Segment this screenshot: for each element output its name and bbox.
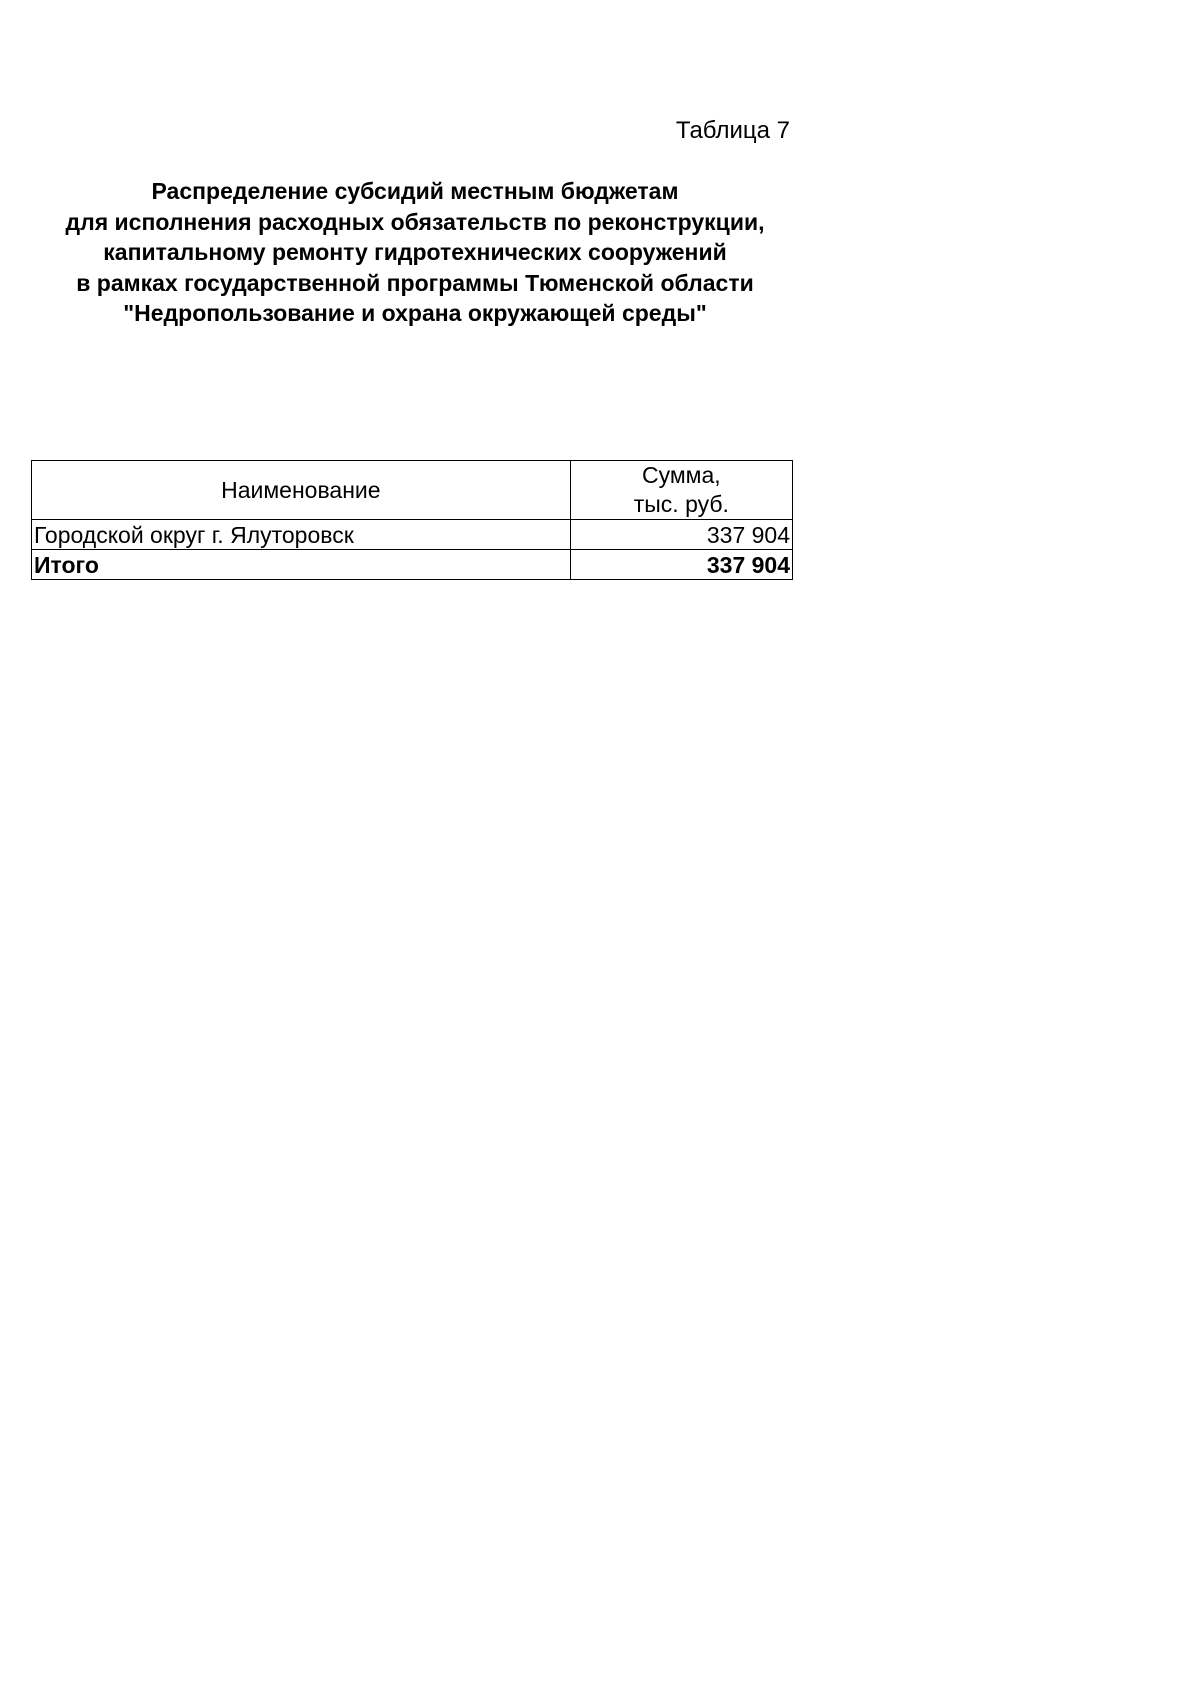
document-title	[30, 176, 800, 329]
title-line: Распределение субсидий местным бюджетам	[151, 178, 679, 204]
title-line: для исполнения расходных обязательств по реконструкции,	[65, 208, 765, 235]
title-line: "Недропользование и охрана окружающей среды"	[123, 300, 707, 326]
table-header-row	[32, 461, 793, 520]
table-row	[32, 520, 793, 550]
total-name: Итого	[32, 550, 571, 580]
total-row	[32, 550, 793, 580]
title-line: в рамках государственной программы Тюменской области	[76, 269, 754, 296]
header-sum	[570, 461, 792, 520]
subsidy-table	[31, 460, 793, 580]
row-sum: 337 904	[570, 520, 792, 550]
table-number: Таблица 7	[675, 117, 790, 144]
header-sum-line2: тыс. руб.	[633, 491, 729, 517]
title-line: капитальному ремонту гидротехнических сооружений	[103, 239, 727, 265]
header-sum-line1: Сумма,	[642, 462, 721, 488]
total-sum: 337 904	[570, 550, 792, 580]
row-name: Городской округ г. Ялуторовск	[32, 520, 571, 550]
header-name: Наименование	[32, 461, 571, 520]
